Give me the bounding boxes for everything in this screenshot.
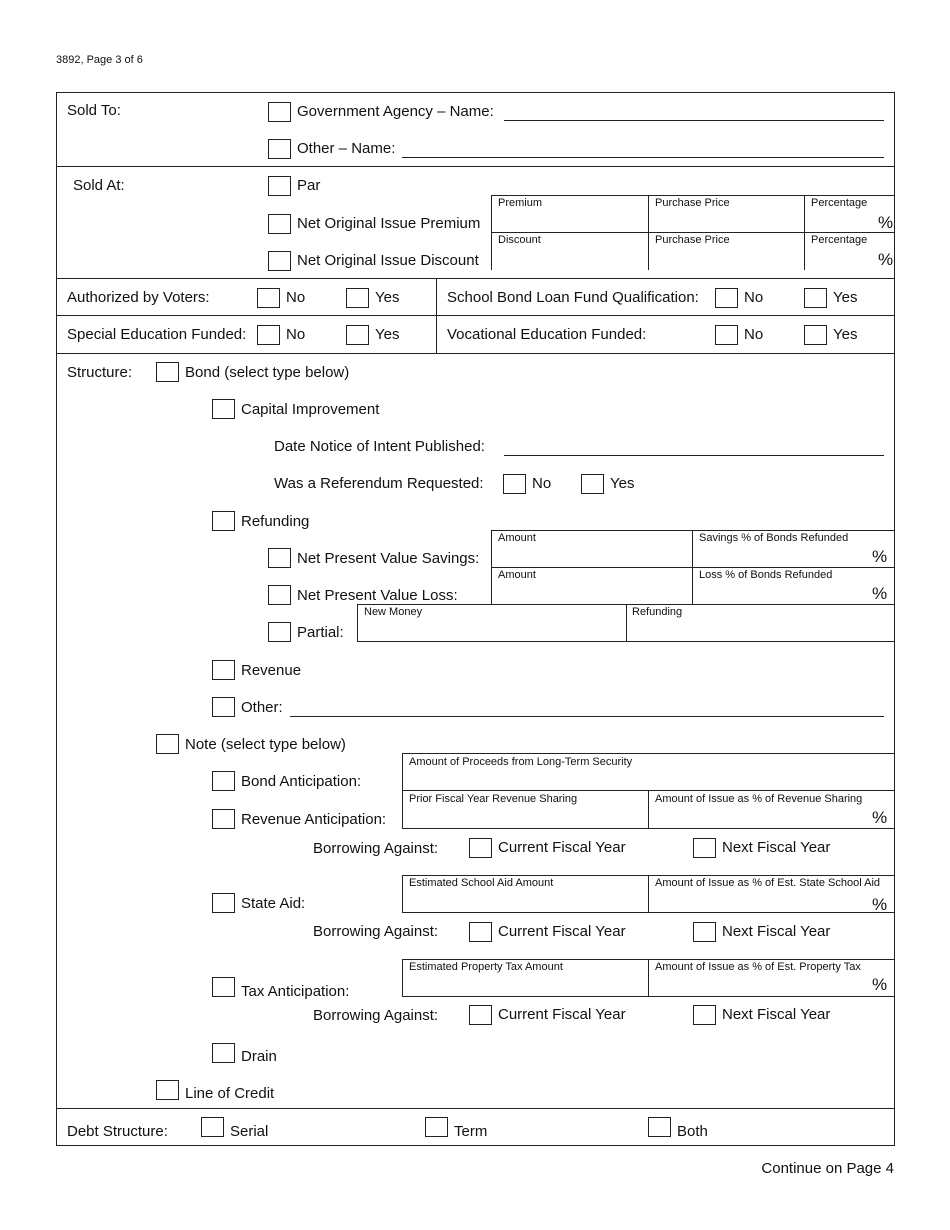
referendum-no-label: No [532, 475, 552, 492]
voters-no-label: No [286, 289, 306, 306]
grid-line [491, 195, 895, 196]
sblf-yes-checkbox[interactable] [804, 288, 827, 308]
state-aid-checkbox[interactable] [212, 893, 235, 913]
grid-line [357, 604, 358, 641]
debt-structure-label: Debt Structure: [67, 1123, 168, 1140]
issue-revenue-percent-column-label: Amount of Issue as % of Revenue Sharing [655, 793, 863, 805]
section-divider [56, 278, 895, 279]
grid-line [402, 753, 895, 754]
drain-checkbox[interactable] [212, 1043, 235, 1063]
percent-sign: % [872, 895, 888, 914]
grid-line [692, 530, 693, 604]
proceeds-column-label: Amount of Proceeds from Long-Term Security [409, 756, 633, 768]
revenue-next-fy-checkbox[interactable] [693, 838, 716, 858]
other-buyer-label: Other – Name: [297, 140, 396, 157]
revenue-anticipation-label: Revenue Anticipation: [241, 811, 387, 828]
percent-sign: % [872, 584, 888, 603]
both-label: Both [677, 1123, 708, 1140]
bond-anticipation-checkbox[interactable] [212, 771, 235, 791]
premium-checkbox[interactable] [268, 214, 291, 234]
borrowing-against-label: Borrowing Against: [313, 1007, 439, 1024]
section-divider [56, 353, 895, 354]
percent-sign: % [878, 250, 894, 269]
government-agency-name-input[interactable] [504, 102, 884, 120]
purchase-price-column-label: Purchase Price [655, 234, 730, 246]
state-aid-label: State Aid: [241, 895, 306, 912]
partial-label: Partial: [297, 624, 344, 641]
partial-refunding-input[interactable] [629, 621, 892, 639]
bond-label: Bond (select type below) [185, 364, 350, 381]
capital-improvement-label: Capital Improvement [241, 401, 380, 418]
grid-line [402, 753, 403, 828]
percent-sign: % [878, 213, 894, 232]
special-ed-yes-checkbox[interactable] [346, 325, 369, 345]
revenue-checkbox[interactable] [212, 660, 235, 680]
borrowing-against-label: Borrowing Against: [313, 923, 439, 940]
partial-new-money-input[interactable] [360, 621, 623, 639]
grid-line [648, 195, 649, 270]
voters-no-checkbox[interactable] [257, 288, 280, 308]
amount-column-label: Amount [498, 569, 536, 581]
npv-loss-percent-input[interactable] [695, 584, 867, 602]
est-school-aid-column-label: Estimated School Aid Amount [409, 877, 554, 889]
government-agency-underline [504, 120, 884, 121]
special-ed-no-label: No [286, 326, 306, 343]
issue-revenue-percent-input[interactable] [651, 808, 867, 826]
sblf-qualification-label: School Bond Loan Fund Qualification: [447, 289, 699, 306]
discount-column-label: Discount [498, 234, 541, 246]
grid-line [648, 959, 649, 996]
government-agency-checkbox[interactable] [268, 102, 291, 122]
amount-column-label: Amount [498, 532, 536, 544]
premium-label: Net Original Issue Premium [297, 215, 481, 232]
par-checkbox[interactable] [268, 176, 291, 196]
grid-line [491, 530, 895, 531]
section-divider [56, 1108, 895, 1109]
grid-line [402, 959, 403, 996]
percent-sign: % [872, 975, 888, 994]
structure-label: Structure: [67, 364, 133, 381]
grid-line [491, 195, 492, 270]
drain-label: Drain [241, 1048, 277, 1065]
revenue-label: Revenue [241, 662, 302, 679]
grid-line [648, 790, 649, 828]
continue-note: Continue on Page 4 [761, 1160, 894, 1177]
grid-line [402, 996, 895, 997]
other-buyer-checkbox[interactable] [268, 139, 291, 159]
both-checkbox[interactable] [648, 1117, 671, 1137]
tax-anticipation-checkbox[interactable] [212, 977, 235, 997]
percent-sign: % [872, 547, 888, 566]
savings-percent-column-label: Savings % of Bonds Refunded [699, 532, 849, 544]
partial-checkbox[interactable] [268, 622, 291, 642]
term-label: Term [454, 1123, 488, 1140]
next-fy-label: Next Fiscal Year [722, 923, 831, 940]
serial-checkbox[interactable] [201, 1117, 224, 1137]
other-buyer-name-input[interactable] [402, 139, 884, 157]
voters-yes-label: Yes [375, 289, 400, 306]
other-structure-label: Other: [241, 699, 283, 716]
discount-label: Net Original Issue Discount [297, 252, 479, 269]
section-divider [56, 166, 895, 167]
date-notice-label: Date Notice of Intent Published: [274, 438, 485, 455]
special-ed-no-checkbox[interactable] [257, 325, 280, 345]
next-fy-label: Next Fiscal Year [722, 1006, 831, 1023]
percent-sign: % [872, 808, 888, 827]
column-divider [436, 278, 437, 353]
prior-fy-revenue-column-label: Prior Fiscal Year Revenue Sharing [409, 793, 578, 805]
borrowing-against-label: Borrowing Against: [313, 840, 439, 857]
percentage-column-label: Percentage [811, 197, 868, 209]
issue-property-tax-percent-column-label: Amount of Issue as % of Est. Property Tax [655, 961, 861, 973]
date-notice-input[interactable] [504, 437, 884, 455]
discount-checkbox[interactable] [268, 251, 291, 271]
npv-savings-percent-input[interactable] [695, 547, 867, 565]
grid-line [357, 641, 895, 642]
discount-purchase-price-input[interactable] [651, 249, 801, 267]
current-fy-label: Current Fiscal Year [498, 923, 626, 940]
bond-anticipation-label: Bond Anticipation: [241, 773, 362, 790]
special-education-label: Special Education Funded: [67, 326, 247, 343]
prior-fy-revenue-input[interactable] [405, 808, 645, 826]
revenue-current-fy-checkbox[interactable] [469, 838, 492, 858]
referendum-no-checkbox[interactable] [503, 474, 526, 494]
refunding-checkbox[interactable] [212, 511, 235, 531]
npv-savings-checkbox[interactable] [268, 548, 291, 568]
grid-line [402, 912, 895, 913]
issue-property-tax-percent-input[interactable] [651, 976, 867, 994]
referendum-label: Was a Referendum Requested: [274, 475, 484, 492]
npv-savings-label: Net Present Value Savings: [297, 550, 480, 567]
other-structure-underline [290, 716, 884, 717]
bond-anticipation-amount-input[interactable] [405, 770, 892, 788]
note-checkbox[interactable] [156, 734, 179, 754]
referendum-yes-label: Yes [610, 475, 635, 492]
revenue-anticipation-checkbox[interactable] [212, 809, 235, 829]
capital-improvement-checkbox[interactable] [212, 399, 235, 419]
date-notice-underline [504, 455, 884, 456]
state-aid-current-fy-checkbox[interactable] [469, 922, 492, 942]
voters-yes-checkbox[interactable] [346, 288, 369, 308]
other-structure-input[interactable] [290, 698, 884, 716]
tax-anticipation-label: Tax Anticipation: [241, 983, 350, 1000]
sold-at-label: Sold At: [73, 177, 125, 194]
discount-percentage-input[interactable] [807, 249, 875, 267]
est-property-tax-column-label: Estimated Property Tax Amount [409, 961, 563, 973]
section-divider [56, 315, 895, 316]
current-fy-label: Current Fiscal Year [498, 839, 626, 856]
est-school-aid-input[interactable] [405, 892, 645, 910]
refunding-column-label: Refunding [632, 606, 683, 618]
refunding-label: Refunding [241, 513, 310, 530]
premium-percentage-input[interactable] [807, 212, 875, 230]
npv-loss-checkbox[interactable] [268, 585, 291, 605]
government-agency-label: Government Agency – Name: [297, 103, 494, 120]
term-checkbox[interactable] [425, 1117, 448, 1137]
vocational-no-label: No [744, 326, 764, 343]
current-fy-label: Current Fiscal Year [498, 1006, 626, 1023]
special-ed-yes-label: Yes [375, 326, 400, 343]
vocational-no-checkbox[interactable] [715, 325, 738, 345]
premium-amount-input[interactable] [494, 212, 645, 230]
line-of-credit-label: Line of Credit [185, 1085, 275, 1102]
est-property-tax-input[interactable] [405, 976, 645, 994]
grid-line [402, 875, 403, 912]
par-label: Par [297, 177, 321, 194]
npv-loss-amount-input[interactable] [494, 584, 689, 602]
sblf-yes-label: Yes [833, 289, 858, 306]
referendum-yes-checkbox[interactable] [581, 474, 604, 494]
grid-line [402, 828, 895, 829]
purchase-price-column-label: Purchase Price [655, 197, 730, 209]
serial-label: Serial [230, 1123, 269, 1140]
sblf-no-checkbox[interactable] [715, 288, 738, 308]
tax-next-fy-checkbox[interactable] [693, 1005, 716, 1025]
grid-line [491, 232, 895, 233]
sold-to-label: Sold To: [67, 102, 121, 119]
vocational-yes-label: Yes [833, 326, 858, 343]
grid-line [648, 875, 649, 912]
line-of-credit-checkbox[interactable] [156, 1080, 179, 1100]
grid-line [626, 604, 627, 641]
bond-checkbox[interactable] [156, 362, 179, 382]
sblf-no-label: No [744, 289, 764, 306]
premium-purchase-price-input[interactable] [651, 212, 801, 230]
loss-percent-column-label: Loss % of Bonds Refunded [699, 569, 833, 581]
other-buyer-underline [402, 157, 884, 158]
vocational-education-label: Vocational Education Funded: [447, 326, 647, 343]
npv-savings-amount-input[interactable] [494, 547, 689, 565]
note-label: Note (select type below) [185, 736, 346, 753]
vocational-yes-checkbox[interactable] [804, 325, 827, 345]
authorized-by-voters-label: Authorized by Voters: [67, 289, 210, 306]
tax-current-fy-checkbox[interactable] [469, 1005, 492, 1025]
percentage-column-label: Percentage [811, 234, 868, 246]
issue-state-aid-percent-input[interactable] [651, 892, 867, 910]
other-structure-checkbox[interactable] [212, 697, 235, 717]
state-aid-next-fy-checkbox[interactable] [693, 922, 716, 942]
grid-line [491, 530, 492, 604]
premium-column-label: Premium [498, 197, 543, 209]
new-money-column-label: New Money [364, 606, 423, 618]
form-page-number: 3892, Page 3 of 6 [56, 54, 143, 66]
discount-amount-input[interactable] [494, 249, 645, 267]
grid-line [491, 567, 895, 568]
issue-state-aid-percent-column-label: Amount of Issue as % of Est. State School Aid [655, 877, 881, 889]
next-fy-label: Next Fiscal Year [722, 839, 831, 856]
grid-line [804, 195, 805, 270]
npv-loss-label: Net Present Value Loss: [297, 587, 458, 604]
